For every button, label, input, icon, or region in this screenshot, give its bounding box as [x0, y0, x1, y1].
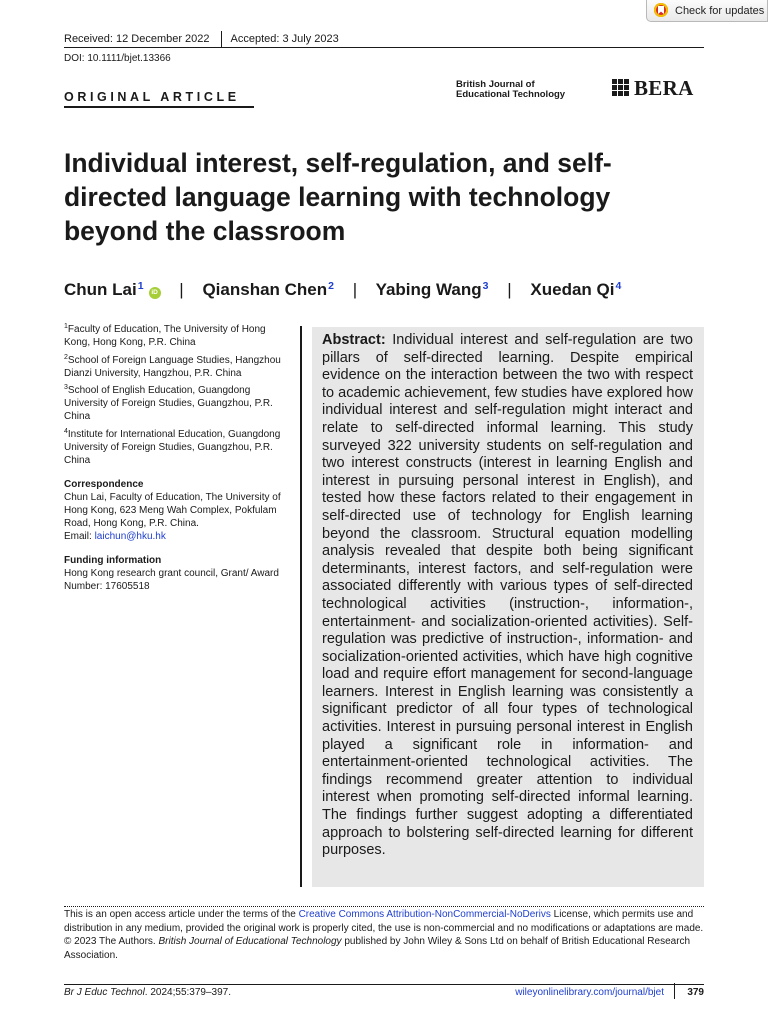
crossmark-icon	[654, 3, 668, 17]
date-divider	[221, 31, 222, 47]
bera-logo-mark-icon	[612, 79, 630, 97]
received-date: Received: 12 December 2022	[64, 32, 210, 45]
journal-website-link[interactable]: wileyonlinelibrary.com/journal/bjet	[515, 987, 664, 998]
author-separator: |	[352, 280, 358, 299]
affiliation: $^4$Institute for International Education, Guangdong University of Foreign Studies, Guangzhou, P.R. China	[64, 427, 281, 466]
article-title: Individual interest, self-regulation, and self-directed language learning with technology beyond the classroom	[64, 148, 612, 246]
funding-heading: Funding information	[64, 554, 162, 566]
bera-logo	[612, 77, 694, 99]
author-separator: |	[179, 280, 184, 299]
abstract-text: Individual interest and self-regulation are two pillars of self-directed learning. Despite empirical evidence on the interaction between the two with respect to academic achievement, few studies have explored how individual interest and self-regulation might interact and relate to self-directed informal learning. This study surveyed 322 university students on self-regulation and two interest constructs (interest in learning English and interest in pursuing personal interest in English), and tested how these factors related to their engagement in self-directed use of technology for English learning beyond the classroom. Structural equation modelling analysis revealed that despite both being significant determinants, interest factors, and self-regulation were associated differently with various types of self-directed technological activities (instruction-, information-, entertainment- and socialization-oriented activities). Self-regulation was predictive of instruction-, information- and socialization-oriented activities, which have high cognitive load and require effort management for second-language learners. Interest in English learning was consistently a significant predictor of all four types of technological activities. Interest in pursuing personal interest in English played a significant role in information- and entertainment-oriented technological activities. The findings recommend greater attention to individual interest when promoting self-directed informal learning. The findings further suggest adopting a differentiated approach to bolstering self-directed learning for different purposes.	[322, 332, 693, 859]
journal-name	[456, 80, 606, 100]
correspondence-email: Email: laichun@hku.hk	[64, 530, 166, 542]
article-type: ORIGINAL ARTICLE	[64, 90, 240, 104]
column-divider	[300, 326, 302, 887]
author-affiliation-marker: 3	[482, 280, 489, 292]
license-footnote	[64, 908, 704, 962]
doi: DOI: 10.1111/bjet.13366	[64, 53, 171, 64]
abstract-label: Abstract:	[322, 332, 386, 348]
footer-rule	[64, 984, 704, 985]
footnote-divider	[64, 906, 704, 907]
author-name: Qianshan Chen	[202, 280, 328, 299]
affiliation: $^1$Faculty of Education, The University of Hong Kong, Hong Kong, P.R. China	[64, 323, 266, 348]
license-statement: This is an open access article under the terms of the Creative Commons Attribution-NonCommercial-NoDerivs License, which permits use and distribution in any medium, provided the original work is properly cited, the use is non-commercial and no modifications or adaptations are made.	[64, 909, 704, 934]
affiliation: $^2$School of Foreign Language Studies, Hangzhou Dianzi University, Hangzhou, P.R. China	[64, 353, 281, 379]
author-name: Yabing Wang	[375, 280, 482, 299]
author-affiliation-marker: 1	[137, 280, 144, 292]
author-name: Chun Lai	[64, 280, 137, 299]
author-affiliation-marker: 2	[328, 280, 334, 292]
correspondence-text: Chun Lai, Faculty of Education, The University of Hong Kong, 623 Meng Wah Complex, Pokfulam Road, Hong Kong, P.R. China.	[64, 491, 281, 529]
correspondence-heading: Correspondence	[64, 478, 144, 490]
license-link[interactable]: Creative Commons Attribution-NonCommercial-NoDerivs	[298, 909, 551, 920]
orcid-icon[interactable]: iD	[149, 287, 161, 299]
copyright-statement: © 2023 The Authors. British Journal of Educational Technology published by John Wiley & Sons Ltd on behalf of British Educational Research Association.	[64, 936, 691, 961]
check-for-updates-button[interactable]	[646, 0, 768, 22]
article-info-column	[64, 323, 290, 593]
page-number-divider	[674, 983, 675, 999]
email-link[interactable]: laichun@hku.hk	[94, 530, 166, 542]
author-name: Xuedan Qi	[530, 280, 615, 299]
article-dates	[64, 31, 339, 47]
author-affiliation-marker: 4	[615, 280, 622, 292]
journal-name-line2: Educational Technology	[456, 89, 566, 100]
article-type-underline	[64, 106, 254, 108]
accepted-date: Accepted: 3 July 2023	[230, 32, 339, 45]
author-list	[64, 279, 621, 301]
author-separator: |	[507, 280, 512, 299]
journal-name-line1: British Journal of	[456, 79, 535, 90]
funding-text: Hong Kong research grant council, Grant/ Award Number: 17605518	[64, 567, 279, 592]
page-number: 379	[687, 987, 704, 998]
check-for-updates-label: Check for updates	[675, 5, 765, 17]
bera-logo-text: BERA	[634, 76, 694, 100]
journal-citation: Br J Educ Technol. 2024;55:379–397.	[64, 987, 231, 998]
header-rule	[64, 47, 704, 48]
abstract	[312, 327, 704, 887]
affiliation: $^3$School of English Education, Guangdong University of Foreign Studies, Guangzhou, P.R. China	[64, 384, 273, 422]
